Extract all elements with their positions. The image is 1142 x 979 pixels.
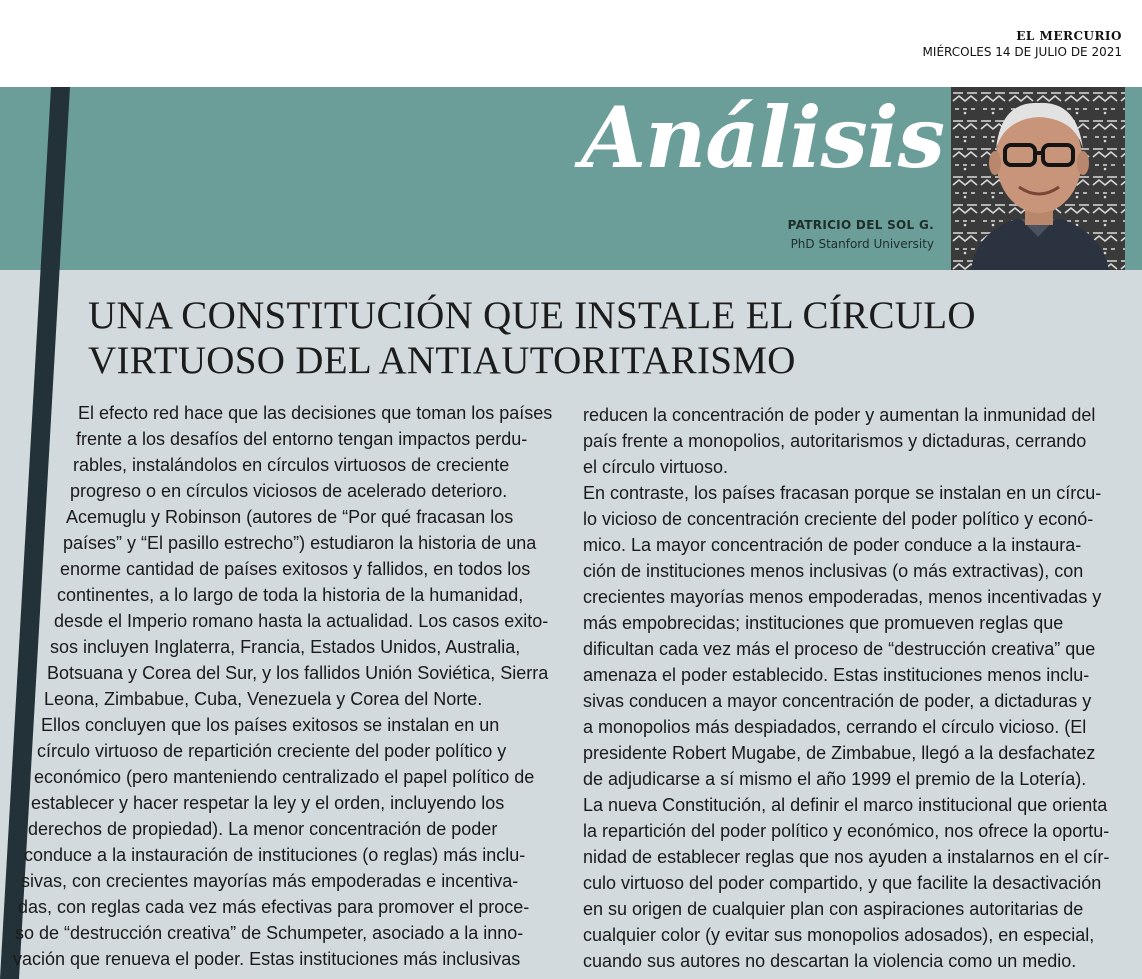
column-1-line: continentes, a lo largo de toda la historia de la humanidad, xyxy=(57,585,524,605)
column-2-line: La nueva Constitución, al definir el marco institucional que orienta xyxy=(583,795,1108,815)
article-headline xyxy=(88,293,1088,383)
column-1-line: vación que renueva el poder. Estas instituciones más inclusivas xyxy=(13,949,521,969)
column-2-line: reducen la concentración de poder y aumentan la inmunidad del xyxy=(583,405,1096,425)
section-title: Análisis xyxy=(581,88,944,187)
column-2-line: ción de instituciones menos inclusivas (o más extractivas), con xyxy=(583,561,1084,581)
column-2-line: presidente Robert Mugabe, de Zimbabue, llegó a la desfachatez xyxy=(583,743,1096,763)
column-1-line: sivas, con crecientes mayorías más empoderadas e incentiva- xyxy=(21,871,519,891)
column-2-line: más empobrecidas; instituciones que promueven reglas que xyxy=(583,613,1064,633)
column-2-line: cuando sus autores no descartan la violencia como un medio. xyxy=(583,951,1077,971)
column-1-line: conduce a la instauración de instituciones (o reglas) más inclu- xyxy=(24,845,526,865)
masthead xyxy=(0,0,1142,87)
column-1-line: Botsuana y Corea del Sur, y los fallidos Unión Soviética, Sierra xyxy=(47,663,549,683)
column-1-line: establecer y hacer respetar la ley y el orden, incluyendo los xyxy=(31,793,505,813)
column-2-line: el círculo virtuoso. xyxy=(583,457,729,477)
column-1-line: países” y “El pasillo estrecho”) estudiaron la historia de una xyxy=(63,533,537,553)
column-2-line: sivas conducen a mayor concentración de poder, a dictaduras y xyxy=(583,691,1092,711)
column-1-line: económico (pero manteniendo centralizado el papel político de xyxy=(34,767,535,787)
column-1-line: derechos de propiedad). La menor concentración de poder xyxy=(28,819,498,839)
headline-line: VIRTUOSO DEL ANTIAUTORITARISMO xyxy=(88,339,796,382)
author-photo xyxy=(951,87,1125,270)
publication-date: MIÉRCOLES 14 DE JULIO DE 2021 xyxy=(922,45,1122,59)
column-1-line: círculo virtuoso de repartición creciente del poder político y xyxy=(37,741,507,761)
headline-line: UNA CONSTITUCIÓN QUE INSTALE EL CÍRCULO xyxy=(88,294,976,337)
column-2-line: en su origen de cualquier plan con aspiraciones autoritarias de xyxy=(583,899,1084,919)
column-2-line: a monopolios más despiadados, cerrando el círculo vicioso. (El xyxy=(583,717,1087,737)
column-1-line: progreso o en círculos viciosos de acelerado deterioro. xyxy=(70,481,508,501)
column-2-line: cualquier color (y evitar sus monopolios adosados), en especial, xyxy=(583,925,1095,945)
column-1-line: sos incluyen Inglaterra, Francia, Estados Unidos, Australia, xyxy=(50,637,521,657)
column-1-line: das, con reglas cada vez más efectivas para promover el proce- xyxy=(18,897,530,917)
column-1-line: desde el Imperio romano hasta la actualidad. Los casos exito- xyxy=(54,611,549,631)
column-2-line: mico. La mayor concentración de poder conduce a la instaura- xyxy=(583,535,1082,555)
column-2-line: nidad de establecer reglas que nos ayuden a instalarnos en el cír- xyxy=(583,847,1110,867)
column-1-line: Ellos concluyen que los países exitosos se instalan en un xyxy=(41,715,500,735)
column-1-line: so de “destrucción creativa” de Schumpeter, asociado a la inno- xyxy=(15,923,524,943)
column-2-line: de adjudicarse a sí mismo el año 1999 el premio de la Lotería). xyxy=(583,769,1087,789)
author-credential: PhD Stanford University xyxy=(790,237,934,251)
column-1-line: frente a los desafíos del entorno tengan impactos perdu- xyxy=(76,429,528,449)
column-2-line: culo virtuoso del poder compartido, y que facilite la desactivación xyxy=(583,873,1102,893)
column-2-line: la repartición del poder político y económico, nos ofrece la oportu- xyxy=(583,821,1110,841)
column-2-line: crecientes mayorías menos empoderadas, menos incentivadas y xyxy=(583,587,1102,607)
column-1-line: Acemuglu y Robinson (autores de “Por qué fracasan los xyxy=(66,507,514,527)
column-2-line: En contraste, los países fracasan porque se instalan en un círcu- xyxy=(583,483,1102,503)
column-2-line: país frente a monopolios, autoritarismos y dictaduras, cerrando xyxy=(583,431,1087,451)
column-1-line: rables, instalándolos en círculos virtuosos de creciente xyxy=(73,455,510,475)
column-2-line: dificultan cada vez más el proceso de “destrucción creativa” que xyxy=(583,639,1096,659)
newspaper-name: EL MERCURIO xyxy=(1016,29,1122,43)
column-1-line: enorme cantidad de países exitosos y fallidos, en todos los xyxy=(60,559,531,579)
column-2-line: lo vicioso de concentración creciente del poder político y econó- xyxy=(583,509,1094,529)
author-name: PATRICIO DEL SOL G. xyxy=(787,218,934,232)
column-2-line: amenaza el poder establecido. Estas instituciones menos inclu- xyxy=(583,665,1090,685)
column-1-line: Leona, Zimbabue, Cuba, Venezuela y Corea del Norte. xyxy=(44,689,483,709)
column-1-line: El efecto red hace que las decisiones que toman los países xyxy=(78,403,553,423)
